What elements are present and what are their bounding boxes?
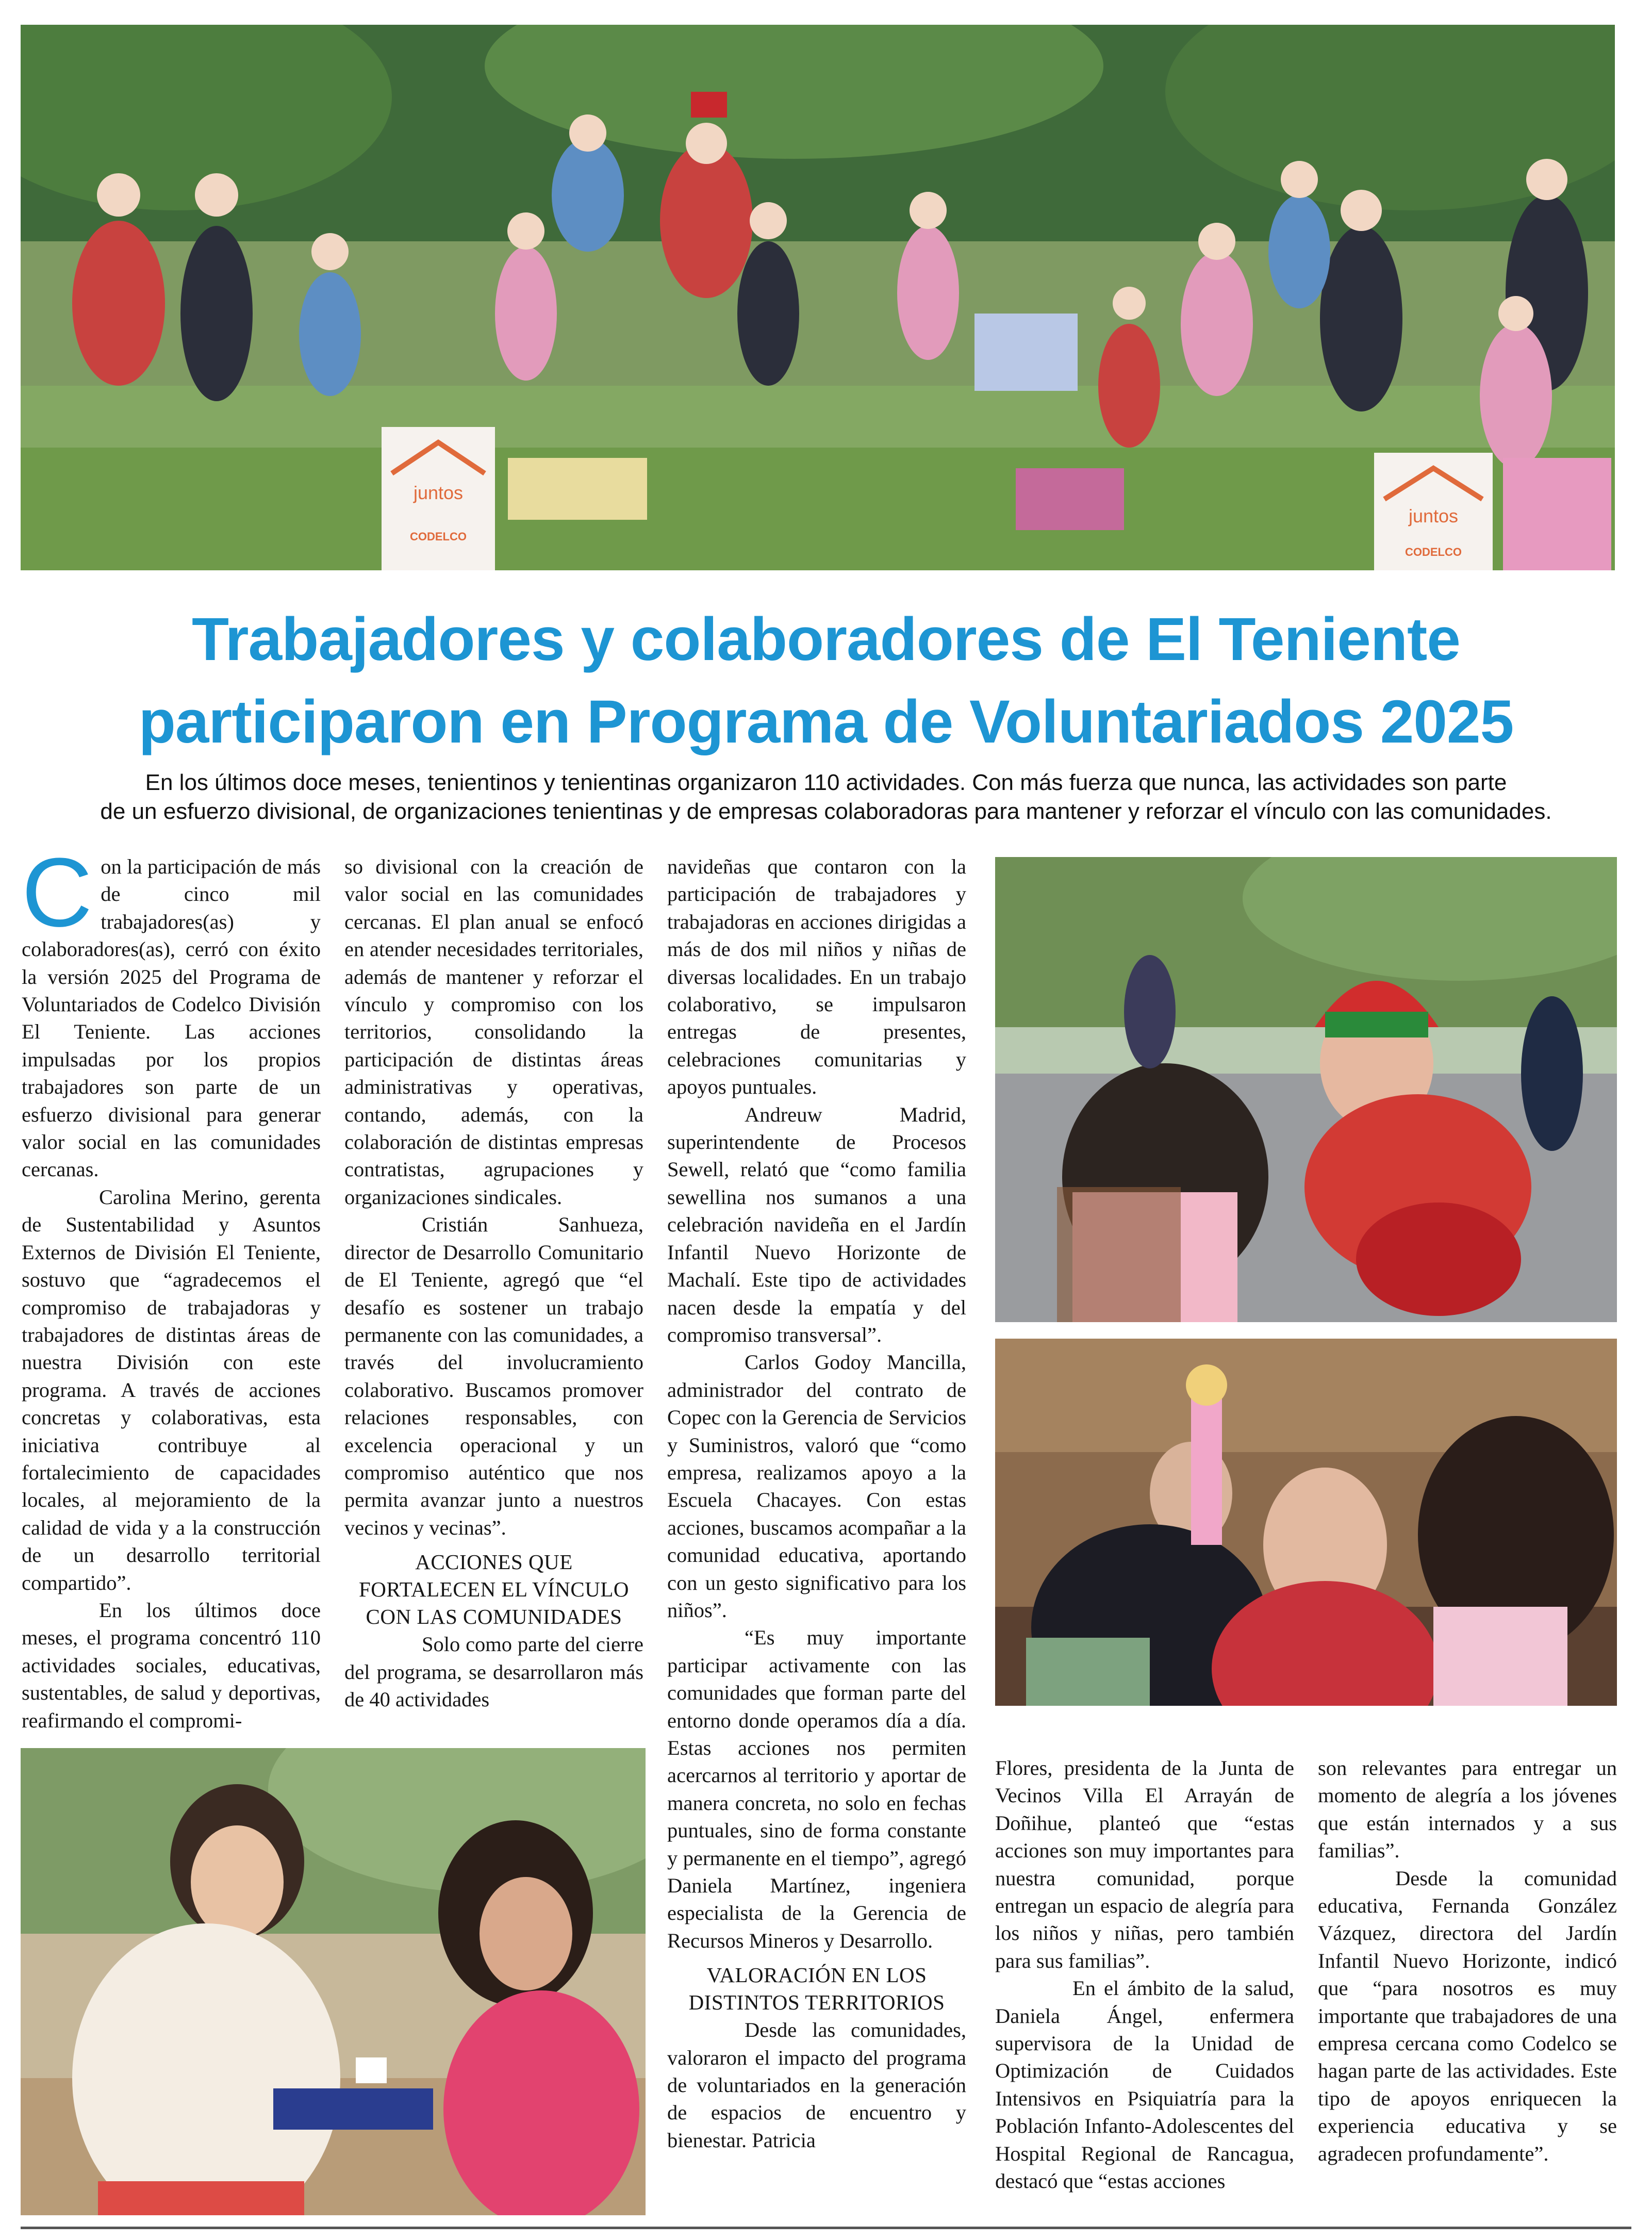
deck-line-2: de un esfuerzo divisional, de organizaciones tenientinas y de empresas colaboradoras para mantener y reforzar el vínculo con las comunidades. [100, 799, 1552, 824]
face-painting-photo [995, 857, 1617, 1322]
article-paragraph: Con la participación de más de cinco mil trabajadores(as) y colaboradores(as), cerró con éxito la versión 2025 del Programa de Voluntariados de Codelco División El Teniente. Las acciones impulsadas por los propios trabajadores son parte de un esfuerzo divisional para generar valor social en las comunidades cercanas. [22, 838, 321, 1181]
article-paragraph: Desde la comunidad educativa, Fernanda González Vázquez, directora del Jardín Infantil Nuevo Horizonte, indicó que “para nosotros es muy importante que trabajadores de una empresa cercana como Codelco se hagan parte de las actividades. Este tipo de apoyos enriquecen la experiencia educativa y se agradecen profundamente”. [1318, 1866, 1617, 2165]
bag-left-brand: juntos [413, 482, 464, 503]
article-paragraph: En los últimos doce meses, el programa concentró 110 actividades sociales, educativas, sustentables, de salud y deportivas, reafirmando el compromi- [22, 1598, 321, 1732]
bottom-rule [21, 2227, 1631, 2229]
article-column-2 [344, 853, 643, 1713]
article-paragraph: “Es muy importante participar activamente con las comunidades que forman parte del entorno donde operamos día a día. Estas acciones nos permiten acercarnos al territorio y aportar de manera concreta, no solo en fechas puntuales, sino de forma constante y permanente en el tiempo”, agregó Daniela Martínez, ingeniera especialista de la Gerencia de Recursos Mineros y Desarrollo. [667, 1626, 966, 1952]
article-paragraph: Solo como parte del cierre del programa, se desarrollaron más de 40 actividades [344, 1633, 643, 1711]
article-paragraph: navideñas que contaron con la participación de trabajadores y trabajadoras en acciones dirigidas a más de dos mil niños y niñas de diversas localidades. En un trabajo colaborativo, se impulsaron entregas de presentes, celebraciones comunitarias y apoyos puntuales. [667, 855, 966, 1099]
article-column-5 [1318, 1754, 1617, 2167]
bag-right-brand: juntos [1408, 505, 1459, 526]
article-column-1 [22, 838, 321, 1734]
bag-right-logo: CODELCO [1405, 546, 1462, 558]
article-column-4 [995, 1754, 1294, 2195]
group-photo [21, 25, 1615, 570]
article-paragraph: so divisional con la creación de valor social en las comunidades cercanas. El plan anual se enfocó en atender necesidades territoriales, además de mantener y reforzar el vínculo y compromiso con los territorios, consolidando la participación de distintas áreas administrativas y operativas, contando, además, con la colaboración de distintas empresas contratistas, agrupaciones y organizaciones sindicales. [344, 855, 643, 1209]
article-paragraph: Cristián Sanhueza, director de Desarrollo Comunitario de El Teniente, agregó que “el desafío es sostener un trabajo permanente con las comunidades, a través del involucramiento colaborativo. Buscamos promover relaciones responsables, con excelencia operacional y un compromiso auténtico que nos permita avanzar junto a nuestros vecinos y vecinas”. [344, 1213, 643, 1539]
section-heading: ACCIONES QUE FORTALECEN EL VÍNCULO CON LAS COMUNIDADES [358, 1550, 630, 1629]
doll-gift-photo [995, 1339, 1617, 1706]
article-paragraph: En el ámbito de la salud, Daniela Ángel, enfermera supervisora de la Unidad de Optimización de Cuidados Intensivos en Psiquiatría para la Población Infanto-Adolescentes del Hospital Regional de Rancagua, destacó que “estas acciones [995, 1977, 1294, 2193]
section-heading: VALORACIÓN EN LOS DISTINTOS TERRITORIOS [688, 1963, 945, 2015]
bag-left-logo: CODELCO [410, 530, 467, 543]
headline [21, 598, 1631, 763]
headline-line-2: participaron en Programa de Voluntariados 2025 [138, 688, 1514, 756]
article-paragraph: Flores, presidenta de la Junta de Vecinos Villa El Arrayán de Doñihue, planteó que “estas acciones son muy importantes para nuestra comunidad, porque entregan un espacio de alegría para los niños y niñas, pero también para sus familias”. [995, 1756, 1294, 1972]
article-paragraph: son relevantes para entregar un momento de alegría a los jóvenes que están internados y a sus familias”. [1318, 1756, 1617, 1863]
article-paragraph: Carlos Godoy Mancilla, administrador del contrato de Copec con la Gerencia de Servicios y Suministros, valoró que “como empresa, realizamos apoyo a la Escuela Chacayes. Con estas acciones, buscamos acompañar a la comunidad educativa, aportando con un gesto significativo para los niños”. [667, 1350, 966, 1622]
gift-exchange-photo [21, 1748, 646, 2215]
article-paragraph: Desde las comunidades, valoraron el impacto del programa de voluntariados en la generación de espacios de encuentro y bienestar. Patricia [667, 2018, 966, 2152]
deck [21, 768, 1631, 826]
article-column-3 [667, 853, 966, 2154]
article-paragraph: Carolina Merino, gerenta de Sustentabilidad y Asuntos Externos de División El Teniente, sostuvo que “agradecemos el compromiso de trabajadoras y trabajadores de distintas áreas de nuestra División con este programa. A través de acciones concretas y colaborativas, esta iniciativa contribuye al fortalecimiento de capacidades locales, al mejoramiento de la calidad de vida y a la construcción de un desarrollo territorial compartido”. [22, 1185, 321, 1594]
article-paragraph: Andreuw Madrid, superintendente de Procesos Sewell, relató que “como familia sewellina nos sumanos a una celebración navideña en el Jardín Infantil Nuevo Horizonte de Machalí. Este tipo de actividades nacen desde la empatía y del compromiso transversal”. [667, 1102, 966, 1346]
deck-line-1: En los últimos doce meses, tenientinos y tenientinas organizaron 110 actividades. Con más fuerza que nunca, las actividades son parte [145, 770, 1507, 795]
headline-line-1: Trabajadores y colaboradores de El Teniente [192, 605, 1460, 673]
drop-cap: C [22, 838, 93, 947]
